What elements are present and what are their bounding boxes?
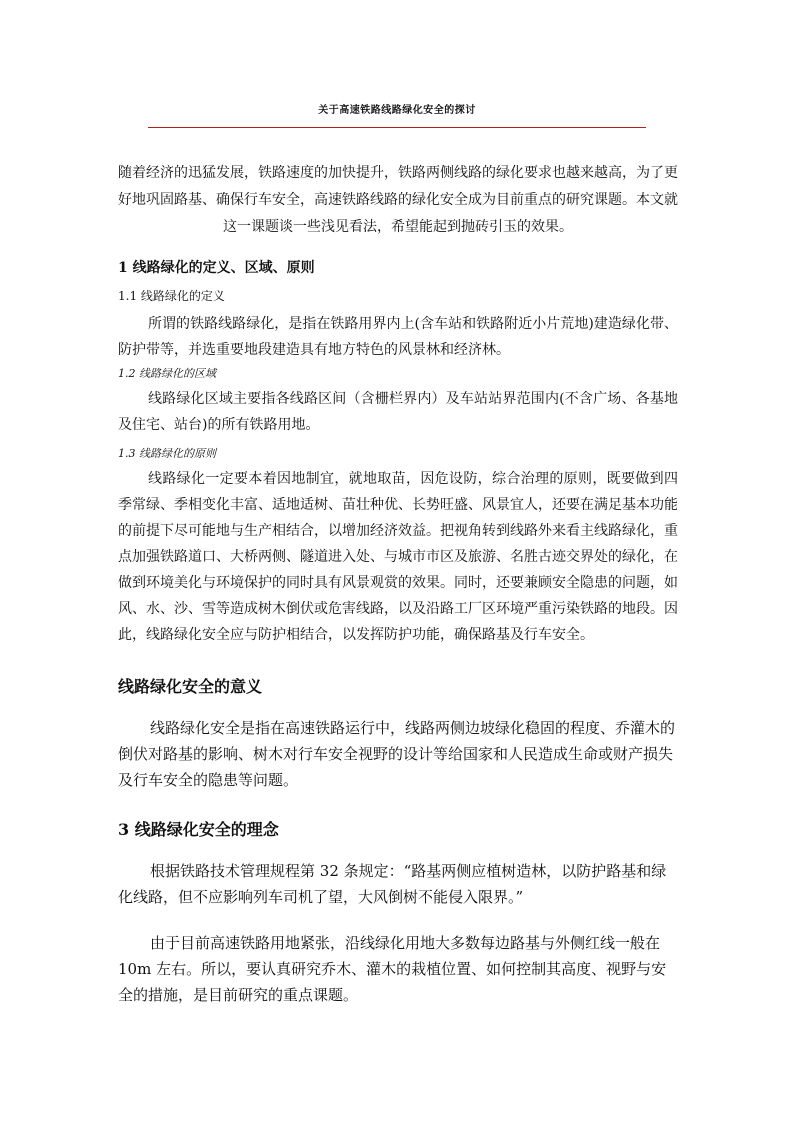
intro-text: 随着经济的迅猛发展，铁路速度的加快提升，铁路两侧线路的绿化要求也越来越高，为了更好地巩固路基、确保行车安全，高速铁路线路的绿化安全成为目前重点的研究课题。本文就这一课题谈一些浅见看法，希望能起到抛砖引玉的效果。 [118,165,678,235]
section-1-1 [118,287,678,363]
section-1-3 [118,446,678,648]
section-3-heading: 3 线路绿化安全的理念 [118,820,279,839]
title-divider [148,127,646,128]
section-1-heading: 1 线路绿化的定义、区域、原则 [118,260,315,276]
section-3 [118,819,678,1008]
section-1-1-heading: 1.1 线路绿化的定义 [118,289,225,303]
section-1-3-text: 线路绿化一定要本着因地制宜，就地取苗，因危设防，综合治理的原则，既要做到四季常绿、季相变化丰富、适地适树、苗壮种优、长势旺盛、风景宜人，还要在满足基本功能的前提下尽可能地与生产相结合，以增加经济效益。把视角转到线路外来看主线路绿化，重点加强铁路道口、大桥两侧、隧道进入处、与城市市区及旅游、名胜古迹交界处的绿化，在做到环境美化与环境保护的同时具有风景观赏的效果。同时，还要兼顾安全隐患的问题，如风、水、沙、雪等造成树木倒伏或危害线路，以及沿路工厂区环境严重污染铁路的地段。因此，线路绿化安全应与防护相结合，以发挥防护功能，确保路基及行车安全。 [118,471,678,643]
section-1-2-heading: 1.2 线路绿化的区域 [118,367,216,380]
section-1-2 [118,366,678,438]
document-title: 关于高速铁路线路绿化安全的探讨 [318,105,476,116]
intro-paragraph [118,160,678,241]
section-1-3-heading: 1.3 线路绿化的原则 [118,447,216,460]
section-3-text-1: 根据铁路技术管理规程第 32 条规定：“路基两侧应植树造林，以防护路基和绿化线路，但不应影响列车司机了望，大风倒树不能侵入限界。” [118,862,667,906]
section-2 [118,676,678,793]
section-1-2-text: 线路绿化区域主要指各线路区间（含栅栏界内）及车站站界范围内(不含广场、各基地及住宅、站台)的所有铁路用地。 [118,391,678,433]
section-2-heading: 线路绿化安全的意义 [118,677,263,696]
section-1 [118,258,678,278]
section-2-text: 线路绿化安全是指在高速铁路运行中，线路两侧边坡绿化稳固的程度、乔灌木的倒伏对路基的影响、树木对行车安全视野的设计等给国家和人民造成生命或财产损失及行车安全的隐患等问题。 [118,719,676,789]
section-1-1-text: 所谓的铁路线路绿化，是指在铁路用界内上(含车站和铁路附近小片荒地)建造绿化带、防护带等，并选重要地段建造具有地方特色的风景林和经济林。 [118,316,678,358]
section-3-text-2: 由于目前高速铁路用地紧张，沿线绿化用地大多数每边路基与外侧红线一般在 10m 左右。所以，要认真研究乔木、灌木的栽植位置、如何控制其高度、视野与安全的措施，是目前研究的重点课题。 [118,934,667,1004]
